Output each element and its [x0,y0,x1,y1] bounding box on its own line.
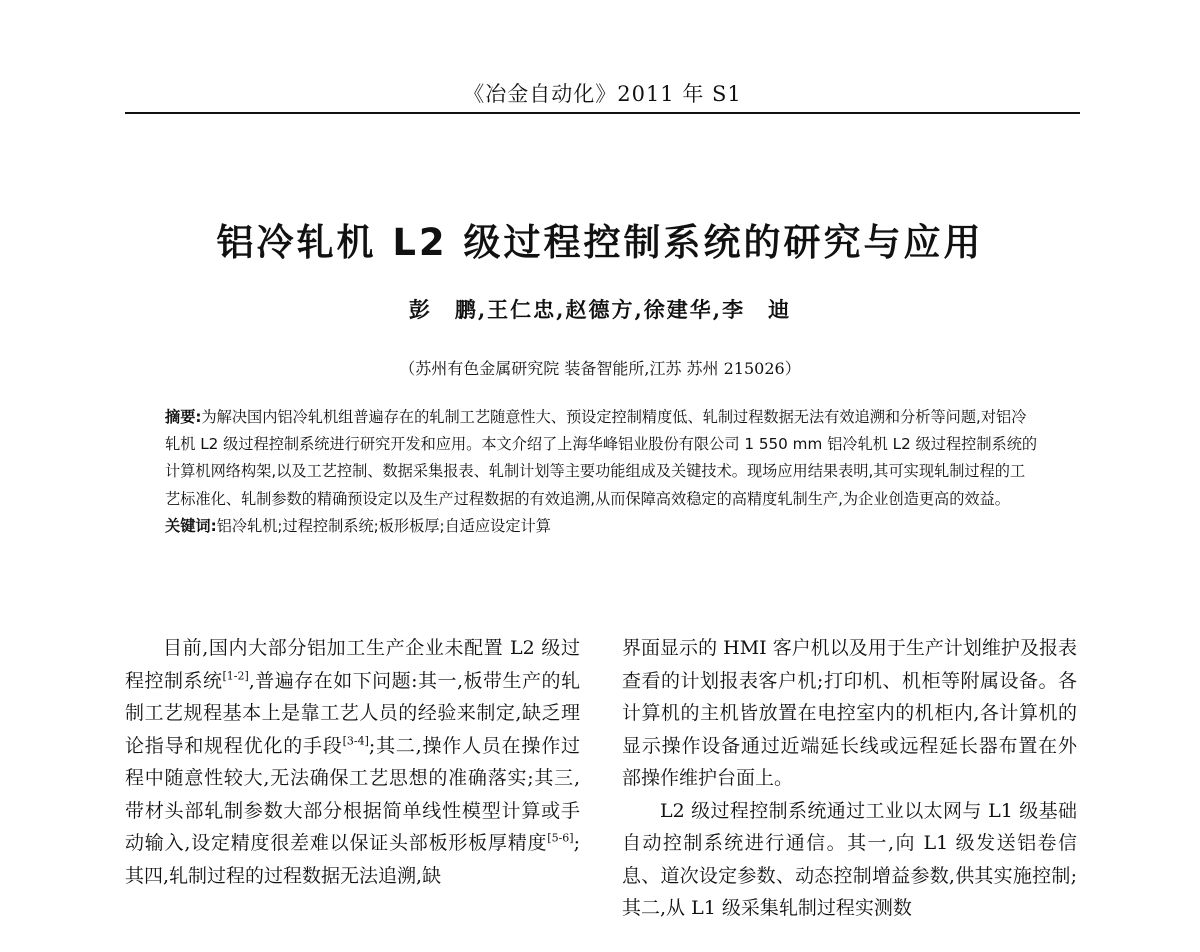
abstract-label: 摘要: [165,408,202,426]
paper-title: 铝冷轧机 L2 级过程控制系统的研究与应用 [216,221,984,264]
author-list: 彭 鹏,王仁忠,赵德方,徐建华,李 迪 [408,297,792,322]
journal-header: 《冶金自动化》2011 年 S1 [463,82,742,106]
abstract-paragraph [165,404,1040,513]
body-text: ;其二,操作人员在操作过程中随意性较大,无法确保工艺思想的准确落实;其三,带材头部轧制参数大部分根据简单线性模型计算或手动输入,设定精度很差难以保证头部板形板厚精度 [125,734,580,854]
body-paragraph: 界面显示的 HMI 客户机以及用于生产计划维护及报表查看的计划报表客户机;打印机、机柜等附属设备。各计算机的主机皆放置在电控室内的机柜内,各计算机的显示操作设备通过近端延长线或远程延长器布置在外部操作维护台面上。 [622,637,1077,789]
keywords-text: 铝冷轧机;过程控制系统;板形板厚;自适应设定计算 [216,516,551,535]
citation: [1-2] [222,669,249,683]
header-rule [125,112,1080,114]
abstract-block [165,404,1040,540]
keywords-label: 关键词: [165,516,217,535]
affiliation: （苏州有色金属研究院 装备智能所,江苏 苏州 215026） [399,359,801,378]
body-paragraph [125,632,580,892]
body-column-left [125,632,580,892]
body-text: ;其四,轧制过程的过程数据无法追溯,缺 [125,832,580,887]
citation: [3-4] [342,734,369,748]
body-column-right [622,632,1077,925]
citation: [5-6] [547,831,574,845]
keywords-paragraph [165,513,1040,540]
body-paragraph: L2 级过程控制系统通过工业以太网与 L1 级基础自动控制系统进行通信。其一,向 L1 级发送铝卷信息、道次设定参数、动态控制增益参数,供其实施控制;其二,从 L1 级采集轧制过程实测数 [622,799,1077,919]
body-text: ,普遍存在如下问题:其一,板带生产的轧制工艺规程基本上是靠工艺人员的经验来制定,缺乏理论指导和规程优化的手段 [125,669,580,757]
body-text: 目前,国内大部分铝加工生产企业未配置 L2 级过程控制系统 [125,637,580,692]
abstract-text: 为解决国内铝冷轧机组普遍存在的轧制工艺随意性大、预设定控制精度低、轧制过程数据无法有效追溯和分析等问题,对铝冷轧机 L2 级过程控制系统进行研究开发和应用。本文介绍了上海华峰铝业股份有限公司 1 550 mm 铝冷轧机 L2 级过程控制系统的计算机网络构架,以及工艺控制、数据采集报表、轧制计划等主要功能组成及关键技术。现场应用结果表明,其可实现轧制过程的工艺标准化、轧制参数的精确预设定以及生产过程数据的有效追溯,从而保障高效稳定的高精度轧制生产,为企业创造更高的效益。 [165,408,1038,508]
